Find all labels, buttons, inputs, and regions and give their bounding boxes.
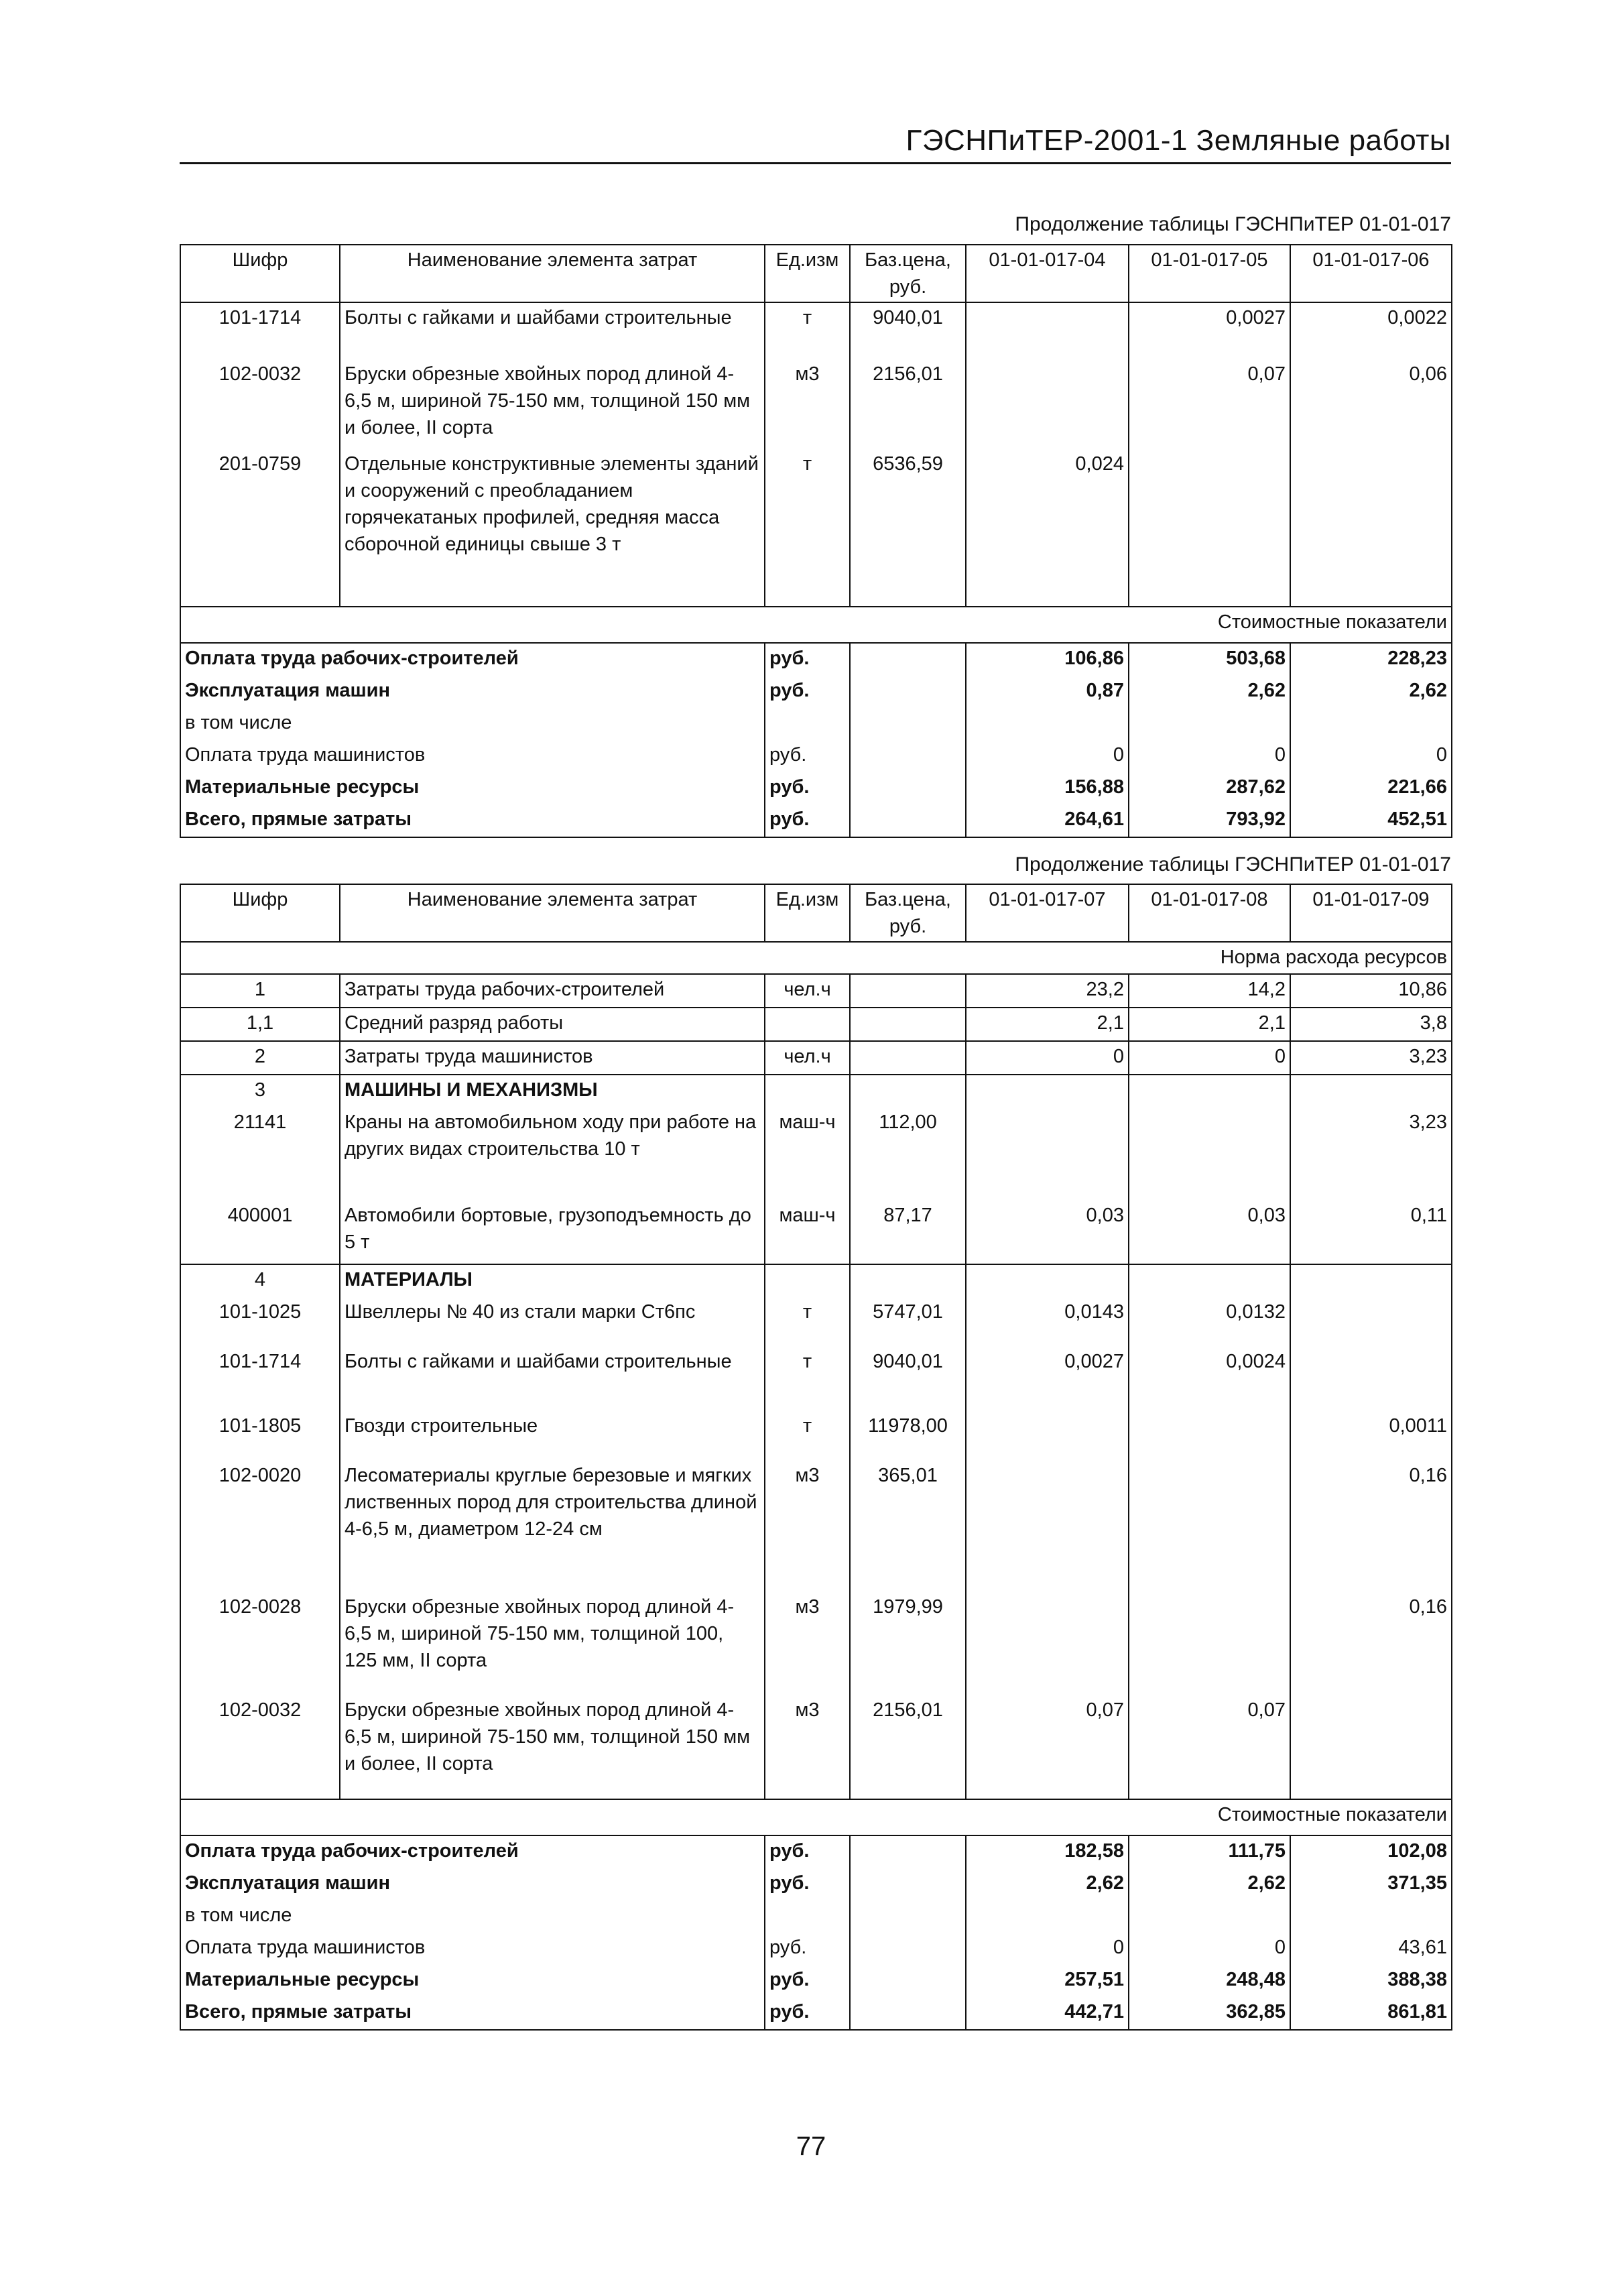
value-cell: 793,92 [1129, 804, 1290, 837]
empty-cell [765, 1264, 850, 1297]
cost-row [180, 676, 1452, 708]
cost-section-label: Стоимостные показатели [180, 607, 1452, 643]
price-cell: 9040,01 [850, 302, 966, 359]
cost-row [180, 643, 1452, 676]
unit-header: Ед.изм [765, 245, 850, 302]
empty-cell [1129, 1075, 1290, 1107]
code-cell: 101-1805 [180, 1411, 340, 1461]
table-row [180, 302, 1452, 359]
table1-caption: Продолжение таблицы ГЭСНПиТЕР 01-01-017 [1015, 213, 1451, 235]
unit-cell: руб. [765, 1997, 850, 2030]
value-cell [966, 1900, 1129, 1933]
value-cell: 0,0027 [966, 1347, 1129, 1411]
price-cell [850, 1900, 966, 1933]
name-cell: Бруски обрезные хвойных пород длиной 4-6,5 м, шириной 75-150 мм, толщиной 100, 125 мм, II сорта [340, 1592, 765, 1695]
unit-cell: т [802, 1415, 812, 1437]
cost-label: Всего, прямые затраты [180, 804, 765, 837]
value-cell: 0 [966, 1041, 1129, 1075]
code-cell: 3 [180, 1075, 340, 1107]
code-cell: 4 [180, 1264, 340, 1297]
value-cell: 248,48 [1129, 1965, 1290, 1997]
name-cell: Краны на автомобильном ходу при работе на других видах строительства 10 т [340, 1107, 765, 1201]
price-cell: 1979,99 [850, 1592, 966, 1695]
machine-row [180, 1201, 1452, 1264]
empty-cell [850, 1075, 966, 1107]
header-row [180, 884, 1452, 942]
value-cell: 111,75 [1129, 1835, 1290, 1868]
table2 [180, 884, 1452, 2031]
value-cell: 0,16 [1290, 1461, 1452, 1592]
table-row [180, 359, 1452, 449]
price-cell [850, 772, 966, 804]
value-cell [1290, 1297, 1452, 1347]
material-row [180, 1592, 1452, 1695]
cost-label: Материальные ресурсы [180, 1965, 765, 1997]
value-cell: 264,61 [966, 804, 1129, 837]
unit-header: Ед.изм [765, 884, 850, 942]
name-cell: Гвозди строительные [340, 1411, 765, 1461]
value-cell [1129, 1107, 1290, 1201]
price-cell [850, 1965, 966, 1997]
value-cell: 0,0143 [966, 1297, 1129, 1347]
value-cell: 0 [1129, 740, 1290, 772]
price-cell: 87,17 [850, 1201, 966, 1264]
col3-header: 01-01-017-06 [1290, 245, 1452, 302]
value-cell [1129, 1592, 1290, 1695]
unit-cell: маш-ч [779, 1111, 836, 1133]
value-cell: 0,11 [1290, 1201, 1452, 1264]
value-cell [1129, 1461, 1290, 1592]
col1-header: 01-01-017-07 [966, 884, 1129, 942]
cost-row [180, 708, 1452, 740]
code-cell: 21141 [180, 1107, 340, 1201]
section-title: МАШИНЫ И МЕХАНИЗМЫ [340, 1075, 765, 1107]
empty-cell [850, 1264, 966, 1297]
value-cell: 0 [966, 1933, 1129, 1965]
unit-cell: руб. [765, 643, 850, 676]
empty-cell [966, 1264, 1129, 1297]
name-header: Наименование элемента затрат [340, 884, 765, 942]
name-cell: Затраты труда машинистов [340, 1041, 765, 1075]
value-cell: 362,85 [1129, 1997, 1290, 2030]
price-cell: 11978,00 [850, 1411, 966, 1461]
name-cell: Бруски обрезные хвойных пород длиной 4-6,5 м, шириной 75-150 мм, толщиной 150 мм и более, II сорта [340, 359, 765, 449]
price-header: Баз.цена, руб. [850, 884, 966, 942]
unit-cell [765, 1008, 850, 1041]
cost-row [180, 804, 1452, 837]
value-cell: 452,51 [1290, 804, 1452, 837]
cost-row [180, 772, 1452, 804]
price-cell [850, 1835, 966, 1868]
value-cell: 388,38 [1290, 1965, 1452, 1997]
value-cell: 0,87 [966, 676, 1129, 708]
labor-row [180, 1008, 1452, 1041]
norm-section [180, 942, 1452, 974]
value-cell [966, 1461, 1129, 1592]
unit-cell: м3 [795, 1699, 820, 1721]
unit-cell: маш-ч [779, 1205, 836, 1226]
value-cell: 228,23 [1290, 643, 1452, 676]
price-cell [850, 1868, 966, 1900]
code-cell: 102-0020 [180, 1461, 340, 1592]
code-cell: 400001 [180, 1201, 340, 1264]
unit-cell: чел.ч [765, 1041, 850, 1075]
value-cell [1290, 1347, 1452, 1411]
unit-cell: т [802, 1301, 812, 1323]
value-cell: 0 [1129, 1933, 1290, 1965]
value-cell: 0,07 [966, 1695, 1129, 1799]
unit-cell: т [802, 453, 812, 475]
empty-cell [1129, 1264, 1290, 1297]
cost-row [180, 1965, 1452, 1997]
price-cell [850, 708, 966, 740]
price-cell [850, 1933, 966, 1965]
value-cell: 0 [966, 740, 1129, 772]
value-cell: 0,06 [1290, 359, 1452, 449]
code-cell: 201-0759 [180, 449, 340, 607]
machines-title-row [180, 1075, 1452, 1107]
name-cell: Лесоматериалы круглые березовые и мягких лиственных пород для строительства длиной 4-6,5 м, диаметром 12-24 см [340, 1461, 765, 1592]
norm-section-label: Норма расхода ресурсов [180, 942, 1452, 974]
header-row [180, 245, 1452, 302]
material-row [180, 1695, 1452, 1799]
value-cell: 287,62 [1129, 772, 1290, 804]
unit-cell: руб. [765, 1835, 850, 1868]
name-header: Наименование элемента затрат [340, 245, 765, 302]
price-cell [850, 1997, 966, 2030]
price-cell: 6536,59 [850, 449, 966, 607]
value-cell [966, 302, 1129, 359]
unit-cell: руб. [765, 740, 850, 772]
value-cell: 3,23 [1290, 1107, 1452, 1201]
unit-cell: руб. [765, 676, 850, 708]
name-cell: Болты с гайками и шайбами строительные [340, 302, 765, 359]
cost-section-label: Стоимостные показатели [180, 1799, 1452, 1835]
value-cell: 2,62 [966, 1868, 1129, 1900]
section-title: МАТЕРИАЛЫ [340, 1264, 765, 1297]
empty-cell [765, 1075, 850, 1107]
cost-row [180, 740, 1452, 772]
price-cell [850, 1041, 966, 1075]
col2-header: 01-01-017-08 [1129, 884, 1290, 942]
code-cell: 2 [180, 1041, 340, 1075]
cost-label: Эксплуатация машин [180, 676, 765, 708]
value-cell: 0,0022 [1290, 302, 1452, 359]
unit-cell: руб. [765, 804, 850, 837]
value-cell [1129, 708, 1290, 740]
value-cell: 23,2 [966, 974, 1129, 1008]
cost-label: Оплата труда машинистов [180, 1933, 765, 1965]
value-cell [1129, 1900, 1290, 1933]
col2-header: 01-01-017-05 [1129, 245, 1290, 302]
value-cell [966, 708, 1129, 740]
name-cell: Средний разряд работы [340, 1008, 765, 1041]
material-row [180, 1411, 1452, 1461]
value-cell [966, 1411, 1129, 1461]
value-cell: 2,1 [1129, 1008, 1290, 1041]
cost-label: Эксплуатация машин [180, 1868, 765, 1900]
value-cell: 503,68 [1129, 643, 1290, 676]
table-row [180, 449, 1452, 607]
value-cell: 2,62 [1290, 676, 1452, 708]
cost-label: Оплата труда рабочих-строителей [180, 1835, 765, 1868]
value-cell: 43,61 [1290, 1933, 1452, 1965]
value-cell: 3,8 [1290, 1008, 1452, 1041]
value-cell: 0,024 [966, 449, 1129, 607]
value-cell: 2,1 [966, 1008, 1129, 1041]
header-rule [180, 162, 1451, 164]
machine-row [180, 1107, 1452, 1201]
value-cell: 0 [1290, 740, 1452, 772]
value-cell [966, 359, 1129, 449]
code-cell: 102-0032 [180, 359, 340, 449]
price-cell: 365,01 [850, 1461, 966, 1592]
unit-cell [765, 708, 850, 740]
value-cell: 0,03 [966, 1201, 1129, 1264]
value-cell [1290, 449, 1452, 607]
name-cell: Бруски обрезные хвойных пород длиной 4-6,5 м, шириной 75-150 мм, толщиной 150 мм и более, II сорта [340, 1695, 765, 1799]
value-cell: 106,86 [966, 643, 1129, 676]
col1-header: 01-01-017-04 [966, 245, 1129, 302]
value-cell: 442,71 [966, 1997, 1129, 2030]
cost-row [180, 1900, 1452, 1933]
price-cell [850, 804, 966, 837]
value-cell: 0,16 [1290, 1592, 1452, 1695]
value-cell [1290, 1695, 1452, 1799]
value-cell: 2,62 [1129, 676, 1290, 708]
cost-label: в том числе [180, 1900, 765, 1933]
page-header-title: ГЭСНПиТЕР-2001-1 Земляные работы [906, 124, 1451, 157]
value-cell: 0,07 [1129, 1695, 1290, 1799]
price-cell: 2156,01 [850, 1695, 966, 1799]
code-cell: 101-1714 [180, 1347, 340, 1411]
unit-cell: м3 [795, 1465, 820, 1486]
code-cell: 102-0028 [180, 1592, 340, 1695]
material-row [180, 1297, 1452, 1347]
code-header: Шифр [180, 884, 340, 942]
table2-caption: Продолжение таблицы ГЭСНПиТЕР 01-01-017 [1015, 853, 1451, 875]
value-cell: 0,0024 [1129, 1347, 1290, 1411]
cost-row [180, 1997, 1452, 2030]
material-row [180, 1461, 1452, 1592]
unit-cell: руб. [765, 1965, 850, 1997]
value-cell: 0,0011 [1290, 1411, 1452, 1461]
code-cell: 1 [180, 974, 340, 1008]
price-cell: 5747,01 [850, 1297, 966, 1347]
value-cell [966, 1592, 1129, 1695]
value-cell [1290, 708, 1452, 740]
value-cell: 257,51 [966, 1965, 1129, 1997]
value-cell: 861,81 [1290, 1997, 1452, 2030]
value-cell: 10,86 [1290, 974, 1452, 1008]
unit-cell: руб. [765, 1868, 850, 1900]
code-cell: 1,1 [180, 1008, 340, 1041]
unit-cell: м3 [795, 1596, 820, 1618]
name-cell: Автомобили бортовые, грузоподъемность до 5 т [340, 1201, 765, 1264]
labor-row [180, 1041, 1452, 1075]
unit-cell [765, 1900, 850, 1933]
value-cell: 0,0132 [1129, 1297, 1290, 1347]
value-cell [966, 1107, 1129, 1201]
cost-label: Оплата труда машинистов [180, 740, 765, 772]
value-cell: 0,0027 [1129, 302, 1290, 359]
cost-section [180, 607, 1452, 643]
value-cell: 221,66 [1290, 772, 1452, 804]
value-cell: 0 [1129, 1041, 1290, 1075]
unit-cell: т [802, 307, 812, 328]
value-cell: 0,07 [1129, 359, 1290, 449]
value-cell: 14,2 [1129, 974, 1290, 1008]
cost-row [180, 1835, 1452, 1868]
price-cell: 2156,01 [850, 359, 966, 449]
name-cell: Отдельные конструктивные элементы зданий и сооружений с преобладанием горячекатаных профилей, средняя масса сборочной единицы свыше 3 т [340, 449, 765, 607]
value-cell: 182,58 [966, 1835, 1129, 1868]
price-cell: 9040,01 [850, 1347, 966, 1411]
unit-cell: руб. [765, 1933, 850, 1965]
cost-label: Материальные ресурсы [180, 772, 765, 804]
value-cell [1290, 1900, 1452, 1933]
value-cell: 156,88 [966, 772, 1129, 804]
cost-label: Всего, прямые затраты [180, 1997, 765, 2030]
col3-header: 01-01-017-09 [1290, 884, 1452, 942]
unit-cell: т [802, 1351, 812, 1372]
unit-cell: чел.ч [765, 974, 850, 1008]
code-cell: 101-1714 [180, 302, 340, 359]
empty-cell [1290, 1264, 1452, 1297]
price-header: Баз.цена, руб. [850, 245, 966, 302]
empty-cell [966, 1075, 1129, 1107]
value-cell: 2,62 [1129, 1868, 1290, 1900]
price-cell [850, 974, 966, 1008]
price-cell [850, 740, 966, 772]
cost-row [180, 1868, 1452, 1900]
price-cell: 112,00 [850, 1107, 966, 1201]
value-cell: 3,23 [1290, 1041, 1452, 1075]
table1 [180, 244, 1452, 838]
cost-label: в том числе [180, 708, 765, 740]
materials-title-row [180, 1264, 1452, 1297]
code-cell: 102-0032 [180, 1695, 340, 1799]
price-cell [850, 676, 966, 708]
value-cell: 102,08 [1290, 1835, 1452, 1868]
code-header: Шифр [180, 245, 340, 302]
cost-section [180, 1799, 1452, 1835]
value-cell: 371,35 [1290, 1868, 1452, 1900]
name-cell: Болты с гайками и шайбами строительные [340, 1347, 765, 1411]
labor-row [180, 974, 1452, 1008]
cost-label: Оплата труда рабочих-строителей [180, 643, 765, 676]
page-number: 77 [796, 2132, 826, 2161]
cost-row [180, 1933, 1452, 1965]
empty-cell [1290, 1075, 1452, 1107]
name-cell: Затраты труда рабочих-строителей [340, 974, 765, 1008]
price-cell [850, 643, 966, 676]
price-cell [850, 1008, 966, 1041]
material-row [180, 1347, 1452, 1411]
unit-cell: руб. [765, 772, 850, 804]
value-cell [1129, 1411, 1290, 1461]
unit-cell: м3 [795, 363, 820, 385]
value-cell: 0,03 [1129, 1201, 1290, 1264]
code-cell: 101-1025 [180, 1297, 340, 1347]
value-cell [1129, 449, 1290, 607]
name-cell: Швеллеры № 40 из стали марки Ст6пс [340, 1297, 765, 1347]
